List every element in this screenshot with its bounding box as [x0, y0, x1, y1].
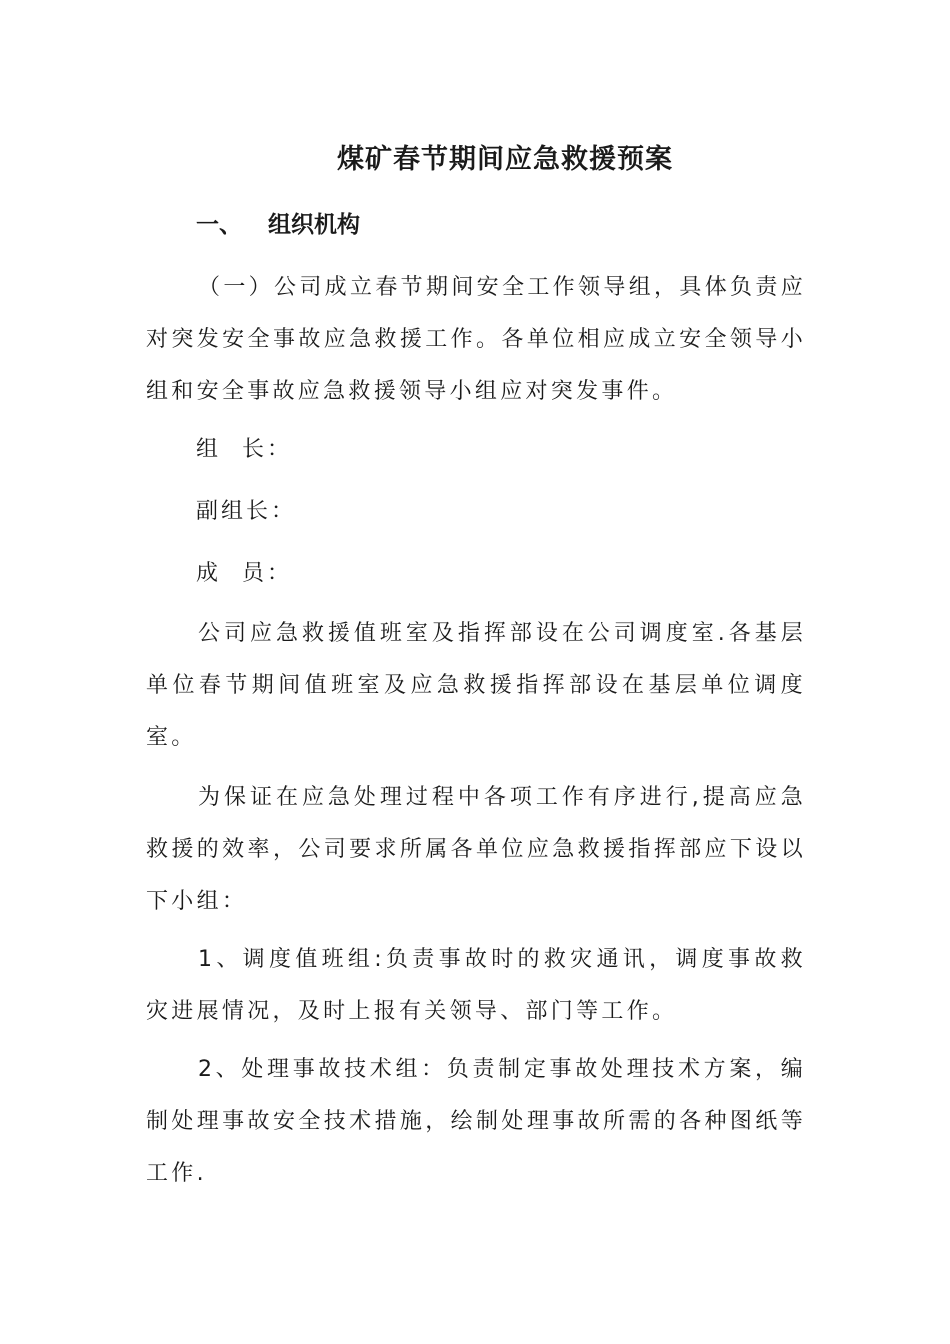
- section-title: 组织机构: [268, 212, 360, 238]
- paragraph-dispatch-group: 1、调度值班组:负责事故时的救灾通讯，调度事故救灾进展情况，及时上报有关领导、部门等工作。: [146, 947, 806, 1024]
- section-heading: [196, 205, 360, 245]
- role-members-rest: 员：: [242, 561, 293, 586]
- paragraph-leadership-group: （一）公司成立春节期间安全工作领导组，具体负责应对突发安全事故应急救援工作。各单位相应成立安全领导小组和安全事故应急救援领导小组应对突发事件。: [146, 275, 806, 404]
- paragraph-subgroups: 为保证在应急处理过程中各项工作有序进行,提高应急救援的效率，公司要求所属各单位应急救援指挥部应下设以下小组：: [146, 785, 806, 914]
- role-leader-char: 组: [196, 437, 243, 462]
- role-deputy: 副组长：: [196, 499, 297, 524]
- role-leader-rest: 长：: [242, 437, 293, 462]
- section-number: 一、: [196, 212, 242, 238]
- role-members-char: 成: [196, 561, 243, 586]
- paragraph-duty-room: 公司应急救援值班室及指挥部设在公司调度室.各基层单位春节期间值班室及应急救援指挥部设在基层单位调度室。: [146, 621, 806, 750]
- paragraph-technical-group: 2、处理事故技术组：负责制定事故处理技术方案，编制处理事故安全技术措施，绘制处理事故所需的各种图纸等工作.: [146, 1057, 806, 1186]
- role-leader: [196, 430, 292, 470]
- document-title: 煤矿春节期间应急救援预案: [337, 144, 673, 175]
- role-members: [196, 554, 292, 594]
